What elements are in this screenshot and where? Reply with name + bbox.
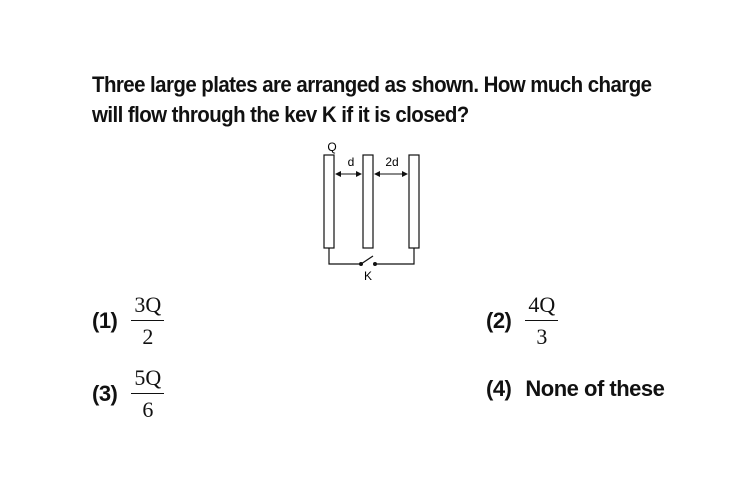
option-2-number: (2) — [486, 308, 512, 333]
label-2d: 2d — [385, 155, 399, 169]
option-2[interactable] — [486, 293, 558, 349]
key-lever — [361, 256, 373, 264]
plates-diagram — [300, 135, 440, 285]
option-1-number: (1) — [92, 308, 118, 333]
question-text — [92, 70, 650, 130]
option-3[interactable] — [92, 366, 164, 422]
option-1-fraction — [131, 293, 164, 349]
label-q: Q — [327, 140, 337, 154]
option-4-text: None of these — [525, 376, 665, 401]
option-3-denominator: 6 — [142, 397, 154, 422]
option-1[interactable] — [92, 293, 164, 349]
option-3-numerator: 5Q — [131, 366, 164, 394]
question-line-2: will flow through the kev K if it is closed? — [92, 102, 469, 127]
option-4-number: (4) — [486, 376, 512, 401]
option-4[interactable] — [486, 376, 664, 402]
option-2-fraction — [525, 293, 558, 349]
option-1-numerator: 3Q — [131, 293, 164, 321]
plate-left — [324, 155, 334, 248]
wire-right — [376, 248, 414, 264]
option-2-numerator: 4Q — [525, 293, 558, 321]
wire-left — [329, 248, 360, 264]
label-k: K — [363, 269, 373, 283]
plate-middle — [363, 155, 373, 248]
label-d: d — [347, 155, 355, 169]
option-3-number: (3) — [92, 381, 118, 406]
option-1-denominator: 2 — [142, 324, 154, 349]
question-line-1: Three large plates are arranged as shown. How much charge — [92, 72, 652, 97]
option-3-fraction — [131, 366, 164, 422]
plate-right — [409, 155, 419, 248]
option-2-denominator: 3 — [536, 324, 548, 349]
